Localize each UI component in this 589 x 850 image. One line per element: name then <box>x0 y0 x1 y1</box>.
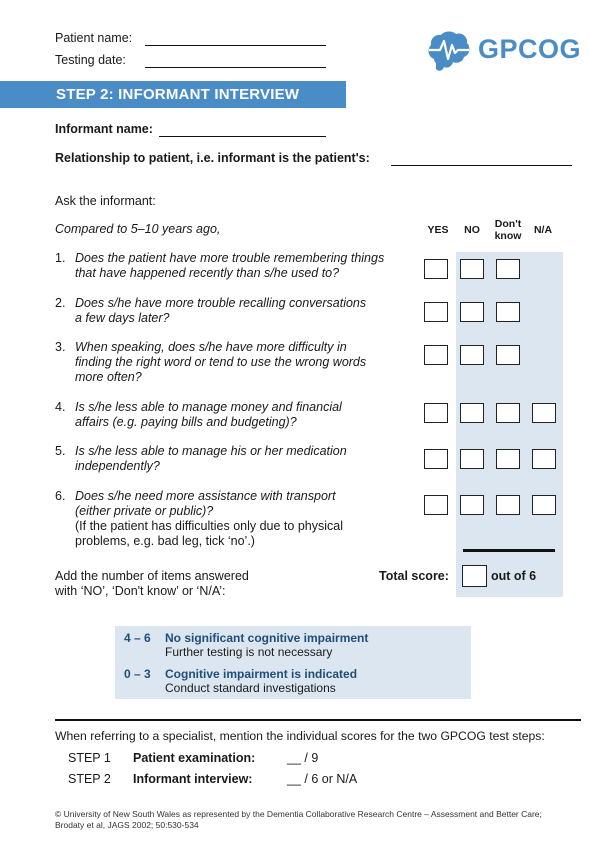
relationship-label: Relationship to patient, i.e. informant is the patient's: <box>55 151 370 165</box>
testing-date-label: Testing date: <box>55 53 126 67</box>
col-dont-know-1: Don't <box>494 218 522 230</box>
q4-no-checkbox[interactable] <box>460 403 484 423</box>
q1-text: Does the patient have more trouble remembering things that have happened recently than s/he used to? <box>75 251 385 280</box>
legend-detail-1: Further testing is not necessary <box>165 645 333 659</box>
referral-intro: When referring to a specialist, mention the individual scores for the two GPCOG test steps: <box>55 729 545 743</box>
ask-informant: Ask the informant: <box>55 194 156 208</box>
legend-title-1: No significant cognitive impairment <box>165 631 369 645</box>
q3-no-checkbox[interactable] <box>460 345 484 365</box>
q6-text: Does s/he need more assistance with transport (either private or public)? (If the patient has difficulties only due to physical problems, e.g. bad leg, tick ‘no’.) <box>75 489 343 548</box>
q5-number: 5. <box>55 444 66 458</box>
q5-na-checkbox[interactable] <box>532 449 556 469</box>
referral-step1-name: Patient examination: <box>133 751 256 765</box>
q2-number: 2. <box>55 296 66 310</box>
col-na: N/A <box>533 224 553 236</box>
q3-dontknow-checkbox[interactable] <box>496 345 520 365</box>
step-title: STEP 2: INFORMANT INTERVIEW <box>56 86 300 103</box>
informant-name-field[interactable] <box>159 136 326 137</box>
informant-name-label: Informant name: <box>55 122 153 136</box>
q6-yes-checkbox[interactable] <box>424 495 448 515</box>
total-out-of: out of 6 <box>491 569 537 583</box>
legend-range-2: 0 – 3 <box>124 667 151 681</box>
col-yes: YES <box>427 224 449 236</box>
footer-copyright: © University of New South Wales as represented by the Dementia Collaborative Research Centre – Assessment and Better Care; <box>55 809 542 819</box>
legend-range-1: 4 – 6 <box>124 631 151 645</box>
footer-citation: Brodaty et al, JAGS 2002; 50:530-534 <box>55 820 199 830</box>
total-score-label: Total score: <box>379 569 449 583</box>
total-instruction: Add the number of items answered with ‘NO’, ‘Don't know’ or ‘N/A’: <box>55 569 249 598</box>
q4-na-checkbox[interactable] <box>532 403 556 423</box>
q4-dontknow-checkbox[interactable] <box>496 403 520 423</box>
q5-no-checkbox[interactable] <box>460 449 484 469</box>
q3-yes-checkbox[interactable] <box>424 345 448 365</box>
q6-dontknow-checkbox[interactable] <box>496 495 520 515</box>
patient-name-field[interactable] <box>145 45 326 46</box>
relationship-field[interactable] <box>391 165 572 166</box>
q6-na-checkbox[interactable] <box>532 495 556 515</box>
total-divider <box>463 549 555 552</box>
q5-text: Is s/he less able to manage his or her medication independently? <box>75 444 347 473</box>
brain-icon <box>426 29 472 73</box>
q6-number: 6. <box>55 489 66 503</box>
q4-number: 4. <box>55 400 66 414</box>
q2-dontknow-checkbox[interactable] <box>496 302 520 322</box>
referral-step2-score: __ / 6 or N/A <box>287 772 358 786</box>
q4-text: Is s/he less able to manage money and financial affairs (e.g. paying bills and budgeting)? <box>75 400 342 429</box>
q1-number: 1. <box>55 251 66 265</box>
q2-yes-checkbox[interactable] <box>424 302 448 322</box>
legend-detail-2: Conduct standard investigations <box>165 681 336 695</box>
referral-step1-score: __ / 9 <box>287 751 319 765</box>
total-score-box[interactable] <box>462 565 487 587</box>
col-dont-know-2: know <box>494 230 522 242</box>
col-no: NO <box>464 224 480 236</box>
score-legend <box>115 626 471 699</box>
q5-dontknow-checkbox[interactable] <box>496 449 520 469</box>
compared-text: Compared to 5–10 years ago, <box>55 222 221 236</box>
patient-name-label: Patient name: <box>55 31 133 45</box>
section-separator <box>55 719 581 721</box>
q2-text: Does s/he have more trouble recalling conversations a few days later? <box>75 296 367 325</box>
referral-step1: STEP 1 <box>68 751 111 765</box>
q6-no-checkbox[interactable] <box>460 495 484 515</box>
gpcog-logo <box>426 29 582 73</box>
q1-yes-checkbox[interactable] <box>424 259 448 279</box>
q5-yes-checkbox[interactable] <box>424 449 448 469</box>
legend-title-2: Cognitive impairment is indicated <box>165 667 358 681</box>
referral-step2-name: Informant interview: <box>133 772 253 786</box>
q4-yes-checkbox[interactable] <box>424 403 448 423</box>
step-banner <box>0 81 346 108</box>
q1-no-checkbox[interactable] <box>460 259 484 279</box>
q1-dontknow-checkbox[interactable] <box>496 259 520 279</box>
q3-number: 3. <box>55 340 66 354</box>
q3-text: When speaking, does s/he have more difficulty in finding the right word or tend to use the wrong words more often? <box>75 340 367 384</box>
logo-text: GPCOG <box>478 34 582 64</box>
q2-no-checkbox[interactable] <box>460 302 484 322</box>
testing-date-field[interactable] <box>145 67 326 68</box>
referral-step2: STEP 2 <box>68 772 111 786</box>
